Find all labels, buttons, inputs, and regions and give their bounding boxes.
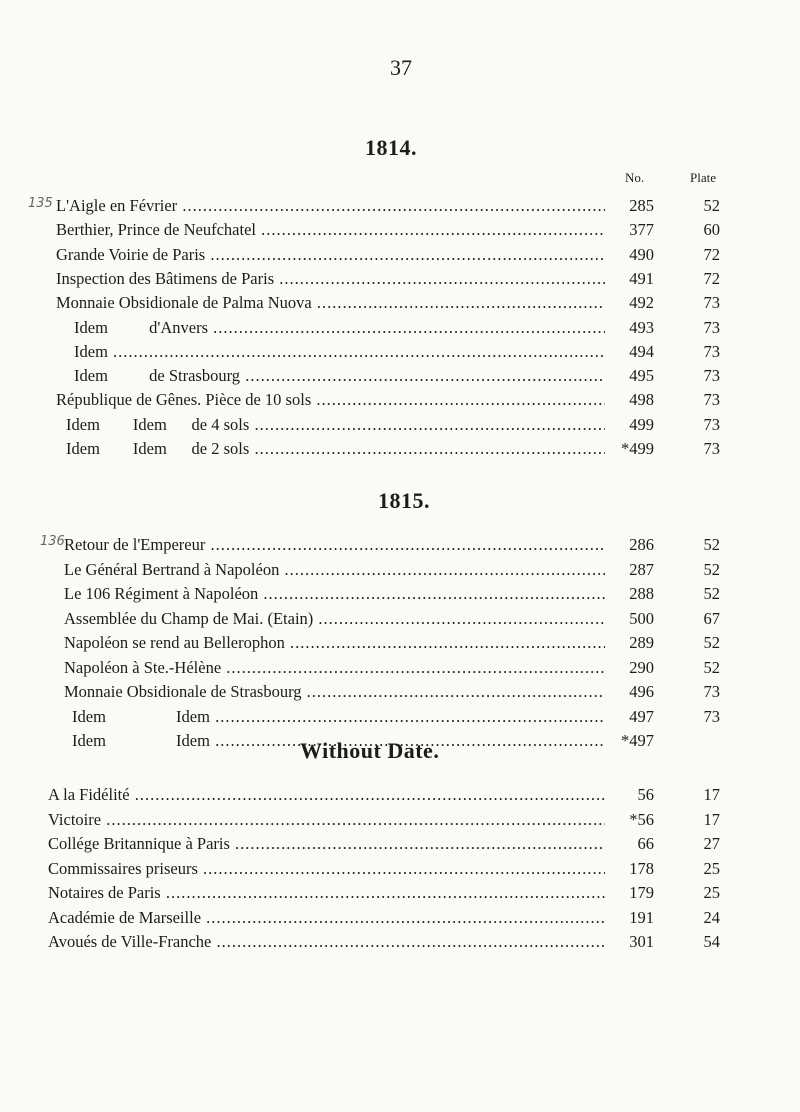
entry-plate: 73 xyxy=(703,706,720,726)
entry-plate: 73 xyxy=(703,682,720,701)
entry-title: Idem d'Anvers ..... xyxy=(74,318,605,338)
entry-title: L'Aigle en Février ..... xyxy=(56,196,605,216)
entry-number: 491 xyxy=(629,268,654,288)
entry-title: Assemblée du Champ de Mai. (Etain) ..... xyxy=(64,609,605,629)
entry-number: 289 xyxy=(629,633,654,652)
entry-title: Le 106 Régiment à Napoléon ..... xyxy=(64,584,605,604)
entry-number: *497 xyxy=(621,731,654,750)
entry-title: Académie de Marseille ..... xyxy=(48,908,605,928)
entry-number: 496 xyxy=(629,682,654,701)
entry-plate: 27 xyxy=(703,834,720,853)
section-title-1814: 1814. xyxy=(365,135,417,160)
entry-plate: 52 xyxy=(703,196,720,215)
section-title-1815: 1815. xyxy=(378,488,430,513)
entry-title: Avoués de Ville-Franche ..... xyxy=(48,932,605,952)
entry-number: 499 xyxy=(629,414,654,434)
entry-title: Idem de Strasbourg ..... xyxy=(74,366,605,386)
entry-plate: 52 xyxy=(703,633,720,652)
entry-title: Grande Voirie de Paris ..... xyxy=(56,245,605,265)
entry-plate: 52 xyxy=(703,584,720,603)
entry-number: 178 xyxy=(629,858,654,878)
handwritten-note: 135 xyxy=(28,196,53,211)
entry-title: Idem Idem de 2 sols ..... xyxy=(66,439,605,459)
column-header-plate: Plate xyxy=(690,170,716,185)
entry-title: Idem ..... xyxy=(74,342,605,362)
entry-number: *56 xyxy=(629,809,654,829)
entry-plate: 17 xyxy=(703,785,720,804)
entry-number: 301 xyxy=(629,932,654,951)
entry-title: Monnaie Obsidionale de Strasbourg ..... xyxy=(64,682,605,702)
entry-title: Idem Idem ..... xyxy=(72,707,605,727)
entry-title: République de Gênes. Pièce de 10 sols ..... xyxy=(56,390,605,410)
entry-number: 497 xyxy=(629,706,654,726)
entry-title: Monnaie Obsidionale de Palma Nuova ..... xyxy=(56,293,605,313)
entry-title: Napoléon à Ste.-Hélène ..... xyxy=(64,658,605,678)
entry-plate: 24 xyxy=(703,907,720,927)
entry-number: 191 xyxy=(629,907,654,927)
entry-title: A la Fidélité ..... xyxy=(48,785,605,805)
entry-number: 377 xyxy=(629,220,654,240)
entry-plate: 72 xyxy=(703,244,720,264)
entry-number: 290 xyxy=(629,657,654,677)
entry-plate: 73 xyxy=(703,439,720,458)
entry-number: 500 xyxy=(629,608,654,628)
entry-number: 492 xyxy=(629,293,654,313)
column-header-no: No. xyxy=(625,170,645,185)
entry-plate: 73 xyxy=(703,390,720,410)
entry-row xyxy=(0,932,800,960)
entry-plate: 72 xyxy=(703,268,720,288)
entry-title: Commissaires priseurs ..... xyxy=(48,859,605,879)
entry-title: Idem Idem de 4 sols ..... xyxy=(66,415,605,435)
entry-number: 495 xyxy=(629,366,654,386)
section-title-without-date: Without Date. xyxy=(300,738,440,763)
entry-number: *499 xyxy=(621,439,654,458)
entry-title: Le Général Bertrand à Napoléon ..... xyxy=(64,560,605,580)
entry-title: Inspection des Bâtimens de Paris ..... xyxy=(56,269,605,289)
entry-title: Retour de l'Empereur ..... xyxy=(64,535,605,555)
entry-number: 494 xyxy=(629,341,654,361)
entry-title: Collége Britannique à Paris ..... xyxy=(48,834,605,854)
entry-plate: 73 xyxy=(703,341,720,361)
entry-plate: 73 xyxy=(703,414,720,434)
entry-plate: 67 xyxy=(703,608,720,628)
entry-number: 288 xyxy=(629,584,654,603)
entry-number: 56 xyxy=(637,785,654,804)
entry-number: 179 xyxy=(629,883,654,902)
entry-plate: 52 xyxy=(703,657,720,677)
entry-number: 287 xyxy=(629,559,654,579)
entry-plate: 73 xyxy=(703,317,720,337)
entry-title: Napoléon se rend au Bellerophon ..... xyxy=(64,633,605,653)
entry-title: Berthier, Prince de Neufchatel ..... xyxy=(56,220,605,240)
entry-plate: 73 xyxy=(703,293,720,313)
entry-plate: 17 xyxy=(703,809,720,829)
entry-row xyxy=(0,439,800,467)
entry-title: Idem Idem ..... xyxy=(72,731,605,751)
entry-plate: 52 xyxy=(703,559,720,579)
entry-plate: 52 xyxy=(703,535,720,554)
entry-number: 66 xyxy=(637,834,654,853)
entry-number: 285 xyxy=(629,196,654,215)
entry-title: Notaires de Paris ..... xyxy=(48,883,605,903)
entry-title: Victoire ..... xyxy=(48,810,605,830)
entry-plate: 73 xyxy=(703,366,720,386)
entry-plate: 54 xyxy=(703,932,720,951)
entry-plate: 60 xyxy=(703,220,720,240)
entry-number: 493 xyxy=(629,317,654,337)
page-number: 37 xyxy=(390,55,412,80)
entry-number: 286 xyxy=(629,535,654,554)
handwritten-note: 136 xyxy=(40,534,65,549)
entry-number: 498 xyxy=(629,390,654,410)
entry-plate: 25 xyxy=(703,858,720,878)
entry-plate: 25 xyxy=(703,883,720,902)
entry-number: 490 xyxy=(629,244,654,264)
